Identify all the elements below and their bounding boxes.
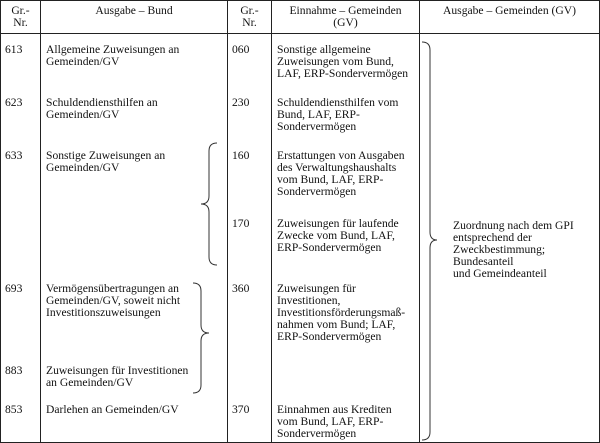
row-nr-einnahme: 170 [232,217,250,230]
row-nr-einnahme: 160 [232,149,250,162]
row-nr-einnahme: 370 [232,403,250,416]
row-ausgabe-bund: Sonstige Zuweisungen an Gemeinden/GV [46,149,166,174]
row-einnahme-gemeinden: Sonstige allgemeine Zuweisungen vom Bund, LAF, ERP-Sondervermögen [277,43,409,80]
brace-633 [201,143,217,265]
row-nr-ausgabe: 613 [5,43,23,56]
header-ausgabe-bund: Ausgabe – Bund [95,4,173,17]
row-nr-ausgabe: 623 [5,96,23,109]
row-einnahme-gemeinden: Schuldendiensthilfen vom Bund, LAF, ERP- Sondervermögen [277,96,399,133]
header-gr-nr-bund: Gr.- Nr. [11,4,30,29]
row-ausgabe-bund: Vermögensübertragungen an Gemeinden/GV, soweit nicht Investitionszuweisungen [46,282,181,319]
row-nr-ausgabe: 883 [5,364,23,377]
row-nr-ausgabe: 853 [5,403,23,416]
header-gr-nr-gemeinden: Gr.- Nr. [240,4,259,29]
row-ausgabe-bund: Darlehen an Gemeinden/GV [46,403,179,416]
brace-693-883 [193,283,209,393]
row-einnahme-gemeinden: Zuweisungen für laufende Zwecke vom Bund, LAF, ERP-Sondervermögen [277,217,399,254]
row-ausgabe-bund: Allgemeine Zuweisungen an Gemeinden/GV [46,43,180,68]
row-einnahme-gemeinden: Erstattungen von Ausgaben des Verwaltungshaushalts vom Bund, LAF, ERP- Sondervermögen [277,149,405,198]
ausgabe-gemeinden-note: Zuordnung nach dem GPI entsprechend der Zweckbestimmung; Bundesanteil und Gemeindeanteil [453,219,574,280]
row-nr-ausgabe: 633 [5,149,23,162]
brace-ausgabe-gemeinden [422,42,437,440]
row-einnahme-gemeinden: Einnahmen aus Krediten vom Bund, LAF, ERP- Sondervermögen [277,403,392,440]
row-nr-ausgabe: 693 [5,282,23,295]
header-ausgabe-gemeinden: Ausgabe – Gemeinden (GV) [443,4,576,17]
row-einnahme-gemeinden: Zuweisungen für Investitionen, Investitionsförderungsmaß- nahmen vom Bund; LAF, ERP-Sondervermögen [277,282,406,343]
row-ausgabe-bund: Schuldendiensthilfen an Gemeinden/GV [46,96,158,121]
row-ausgabe-bund: Zuweisungen für Investitionen an Gemeinden/GV [46,364,189,389]
row-nr-einnahme: 360 [232,282,250,295]
header-einnahme-gemeinden: Einnahme – Gemeinden (GV) [289,4,402,29]
row-nr-einnahme: 060 [232,43,250,56]
row-nr-einnahme: 230 [232,96,250,109]
